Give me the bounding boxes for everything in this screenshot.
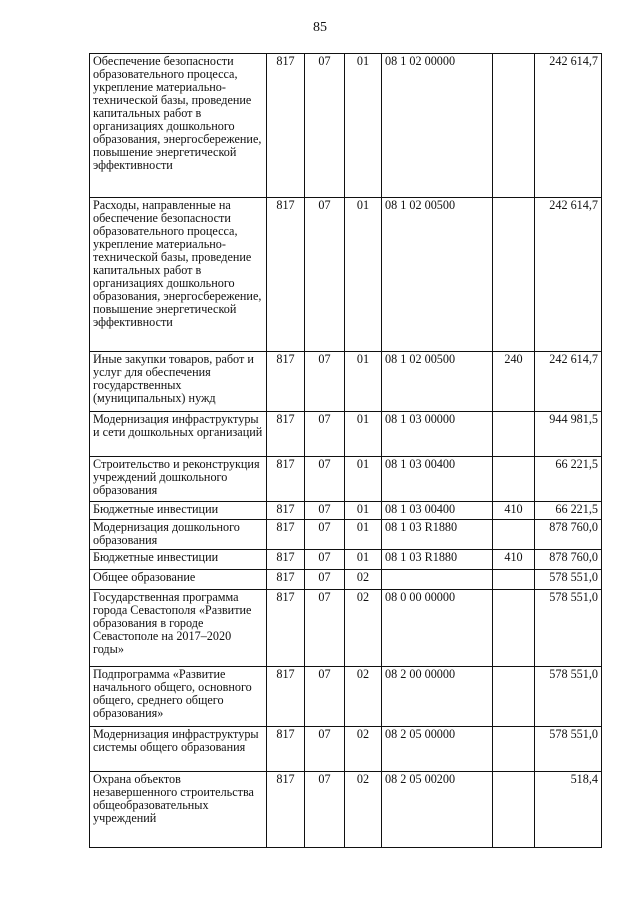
table-body	[90, 54, 602, 848]
table-row	[90, 550, 602, 570]
table-row	[90, 502, 602, 520]
amount-cell: 878 760,0	[535, 520, 602, 550]
expense-type-cell	[493, 727, 535, 772]
expense-name-cell: Подпрограмма «Развитие начального общего, основного общего, среднего общего образования»	[90, 667, 267, 727]
amount-cell: 66 221,5	[535, 457, 602, 502]
subsection-code-cell: 01	[345, 352, 382, 412]
department-code-cell: 817	[267, 198, 305, 352]
section-code-cell: 07	[305, 520, 345, 550]
expense-name-cell: Охрана объектов незавершенного строительства общеобразовательных учреждений	[90, 772, 267, 848]
section-code-cell: 07	[305, 502, 345, 520]
budget-table	[89, 53, 602, 848]
amount-cell: 944 981,5	[535, 412, 602, 457]
expense-type-cell	[493, 457, 535, 502]
expense-type-cell	[493, 667, 535, 727]
table-row	[90, 667, 602, 727]
expense-name-cell: Расходы, направленные на обеспечение безопасности образовательного процесса, укрепление материально-технической базы, проведение капитальных работ в организациях дошкольного образования, энергосбережение, повышение энергетической эффективности	[90, 198, 267, 352]
department-code-cell: 817	[267, 412, 305, 457]
table-row	[90, 457, 602, 502]
subsection-code-cell: 01	[345, 502, 382, 520]
expense-name-cell: Строительство и реконструкция учреждений дошкольного образования	[90, 457, 267, 502]
expense-type-cell	[493, 520, 535, 550]
expense-name-cell: Модернизация дошкольного образования	[90, 520, 267, 550]
target-article-cell: 08 1 03 R1880	[382, 520, 493, 550]
expense-type-cell	[493, 772, 535, 848]
subsection-code-cell: 02	[345, 667, 382, 727]
department-code-cell: 817	[267, 352, 305, 412]
target-article-cell: 08 1 02 00000	[382, 54, 493, 198]
subsection-code-cell: 02	[345, 590, 382, 667]
section-code-cell: 07	[305, 772, 345, 848]
target-article-cell: 08 1 03 00400	[382, 457, 493, 502]
department-code-cell: 817	[267, 54, 305, 198]
subsection-code-cell: 01	[345, 412, 382, 457]
target-article-cell: 08 0 00 00000	[382, 590, 493, 667]
table-row	[90, 590, 602, 667]
amount-cell: 518,4	[535, 772, 602, 848]
department-code-cell: 817	[267, 457, 305, 502]
expense-name-cell: Иные закупки товаров, работ и услуг для обеспечения государственных (муниципальных) нужд	[90, 352, 267, 412]
table-row	[90, 198, 602, 352]
expense-type-cell	[493, 198, 535, 352]
expense-type-cell	[493, 590, 535, 667]
section-code-cell: 07	[305, 54, 345, 198]
expense-name-cell: Государственная программа города Севастополя «Развитие образования в городе Севастополе на 2017–2020 годы»	[90, 590, 267, 667]
section-code-cell: 07	[305, 198, 345, 352]
target-article-cell: 08 1 02 00500	[382, 352, 493, 412]
section-code-cell: 07	[305, 457, 345, 502]
expense-name-cell: Обеспечение безопасности образовательного процесса, укрепление материально-технической базы, проведение капитальных работ в организациях дошкольного образования, энергосбережение, повышение энергетической эффективности	[90, 54, 267, 198]
section-code-cell: 07	[305, 570, 345, 590]
subsection-code-cell: 01	[345, 198, 382, 352]
table-row	[90, 54, 602, 198]
table-row	[90, 520, 602, 550]
department-code-cell: 817	[267, 772, 305, 848]
table-row	[90, 352, 602, 412]
section-code-cell: 07	[305, 727, 345, 772]
target-article-cell: 08 1 03 R1880	[382, 550, 493, 570]
target-article-cell: 08 2 05 00000	[382, 727, 493, 772]
target-article-cell: 08 2 00 00000	[382, 667, 493, 727]
target-article-cell	[382, 570, 493, 590]
subsection-code-cell: 01	[345, 520, 382, 550]
expense-type-cell	[493, 412, 535, 457]
section-code-cell: 07	[305, 667, 345, 727]
subsection-code-cell: 02	[345, 772, 382, 848]
expense-name-cell: Модернизация инфраструктуры системы общего образования	[90, 727, 267, 772]
target-article-cell: 08 1 03 00400	[382, 502, 493, 520]
department-code-cell: 817	[267, 667, 305, 727]
expense-type-cell	[493, 54, 535, 198]
department-code-cell: 817	[267, 590, 305, 667]
expense-name-cell: Модернизация инфраструктуры и сети дошкольных организаций	[90, 412, 267, 457]
expense-type-cell	[493, 570, 535, 590]
department-code-cell: 817	[267, 520, 305, 550]
expense-name-cell: Бюджетные инвестиции	[90, 502, 267, 520]
table-row	[90, 570, 602, 590]
amount-cell: 242 614,7	[535, 198, 602, 352]
amount-cell: 578 551,0	[535, 570, 602, 590]
expense-name-cell: Общее образование	[90, 570, 267, 590]
department-code-cell: 817	[267, 550, 305, 570]
table-row	[90, 412, 602, 457]
subsection-code-cell: 01	[345, 54, 382, 198]
expense-type-cell: 240	[493, 352, 535, 412]
amount-cell: 578 551,0	[535, 667, 602, 727]
amount-cell: 878 760,0	[535, 550, 602, 570]
amount-cell: 578 551,0	[535, 727, 602, 772]
page-number: 85	[313, 20, 327, 35]
department-code-cell: 817	[267, 727, 305, 772]
subsection-code-cell: 01	[345, 457, 382, 502]
subsection-code-cell: 02	[345, 570, 382, 590]
section-code-cell: 07	[305, 352, 345, 412]
amount-cell: 242 614,7	[535, 352, 602, 412]
department-code-cell: 817	[267, 502, 305, 520]
section-code-cell: 07	[305, 550, 345, 570]
amount-cell: 66 221,5	[535, 502, 602, 520]
subsection-code-cell: 02	[345, 727, 382, 772]
section-code-cell: 07	[305, 590, 345, 667]
target-article-cell: 08 1 03 00000	[382, 412, 493, 457]
target-article-cell: 08 1 02 00500	[382, 198, 493, 352]
table-row	[90, 727, 602, 772]
amount-cell: 578 551,0	[535, 590, 602, 667]
section-code-cell: 07	[305, 412, 345, 457]
department-code-cell: 817	[267, 570, 305, 590]
expense-name-cell: Бюджетные инвестиции	[90, 550, 267, 570]
table-row	[90, 772, 602, 848]
expense-type-cell: 410	[493, 550, 535, 570]
subsection-code-cell: 01	[345, 550, 382, 570]
expense-type-cell: 410	[493, 502, 535, 520]
target-article-cell: 08 2 05 00200	[382, 772, 493, 848]
amount-cell: 242 614,7	[535, 54, 602, 198]
